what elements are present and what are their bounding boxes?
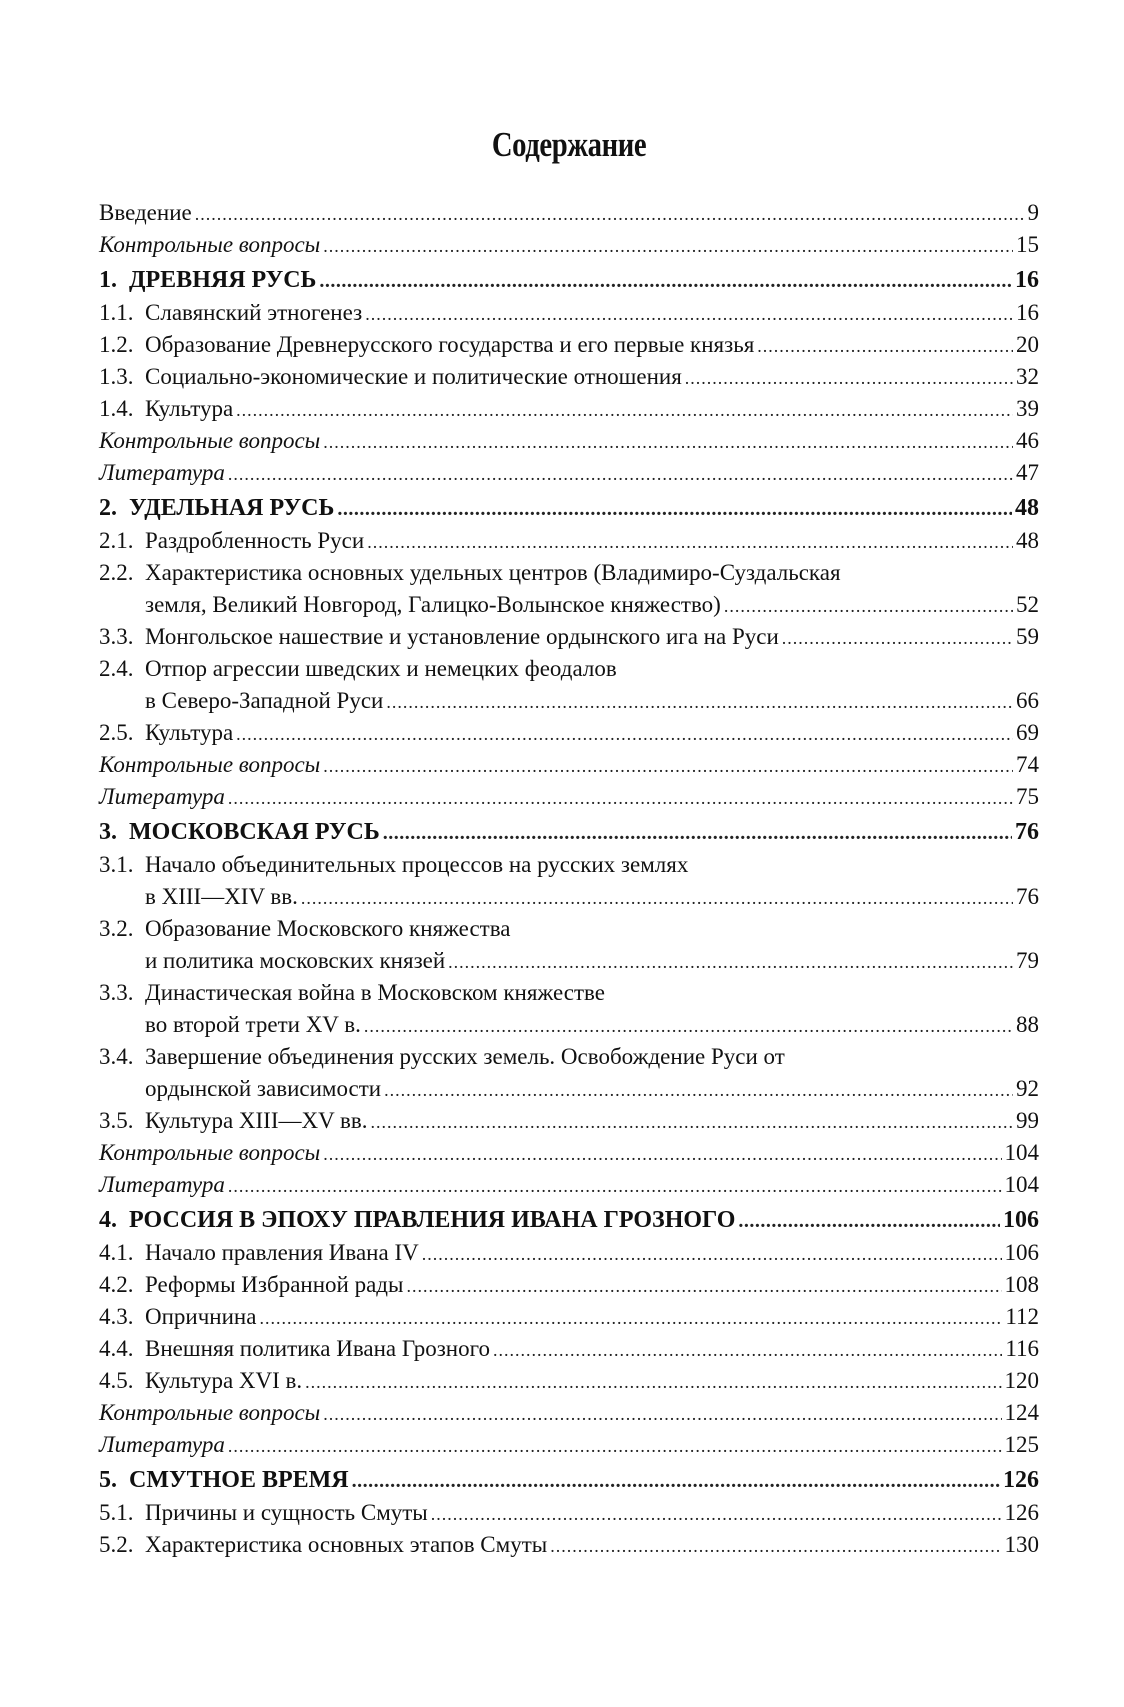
toc-page-number: 15: [1016, 232, 1039, 257]
toc-entry-text: Монгольское нашествие и установление ордынского ига на Руси: [145, 624, 779, 649]
dot-leader: [384, 1074, 1013, 1106]
toc-entry-label: [99, 977, 605, 1009]
toc-entry-number: 2.: [99, 495, 117, 521]
toc-entry: [99, 329, 1039, 361]
toc-entry-label: [99, 1301, 256, 1333]
toc-chapter: [99, 1203, 1039, 1237]
dot-leader: [782, 622, 1013, 654]
toc-entry-text: Культура: [145, 720, 234, 745]
toc-entry-continuation: [99, 685, 1039, 717]
toc-page-number: 48: [1016, 528, 1039, 553]
toc-entry-text: Реформы Избранной рады: [145, 1272, 404, 1297]
toc-entry: [99, 1105, 1039, 1137]
dot-leader: [195, 198, 1025, 230]
toc-entry-label: [99, 1237, 419, 1269]
toc-entry-label: [99, 717, 233, 749]
dot-leader: [228, 1430, 1002, 1462]
toc-entry-label: [99, 653, 617, 685]
toc-page-number: 75: [1016, 784, 1039, 809]
toc-entry-text: Литература: [99, 1172, 225, 1197]
toc-entry-text: Династическая война в Московском княжестве: [145, 980, 605, 1005]
dot-leader: [422, 1238, 1002, 1270]
toc-page-number: 108: [1004, 1272, 1039, 1297]
toc-entry-text: СМУТНОЕ ВРЕМЯ: [129, 1467, 349, 1493]
toc-entry-text: Контрольные вопросы: [99, 1400, 321, 1425]
toc-entry-label: [99, 1203, 735, 1237]
toc-entry-text: Образование Древнерусского государства и его первые князья: [145, 332, 755, 357]
toc-page-number: 106: [1004, 1240, 1039, 1265]
toc-entry-number: 1.3.: [99, 364, 134, 389]
toc-page-number: 126: [1003, 1467, 1039, 1493]
dot-leader: [301, 882, 1013, 914]
toc-entry-label: [99, 1397, 320, 1429]
toc-entry-continuation: [99, 1009, 1039, 1041]
toc-entry: [99, 781, 1039, 813]
toc-entry-label: [99, 197, 192, 229]
toc-entry-text: ордынской зависимости: [145, 1076, 382, 1101]
dot-leader: [550, 1530, 1001, 1562]
toc-entry-text: Начало правления Ивана IV: [145, 1240, 419, 1265]
toc-entry-number: 3.3.: [99, 624, 134, 649]
toc-entry-text: Контрольные вопросы: [99, 752, 321, 777]
toc-page-number: 52: [1016, 592, 1039, 617]
toc-entry-label: [99, 815, 380, 849]
toc-entry: [99, 717, 1039, 749]
toc-page-number: 16: [1015, 267, 1039, 293]
toc-page-number: 104: [1004, 1172, 1039, 1197]
toc-entry: [99, 1333, 1039, 1365]
toc-entry-continuation: [99, 589, 1039, 621]
toc-entry-label: [99, 945, 445, 977]
toc-entry-number: 5.: [99, 1467, 117, 1493]
toc-entry-label: [99, 525, 364, 557]
toc-entry-text: Славянский этногенез: [145, 300, 363, 325]
toc-entry-number: 2.1.: [99, 528, 134, 553]
dot-leader: [323, 426, 1013, 458]
toc-entry-label: [99, 1269, 403, 1301]
toc-entry-number: 5.2.: [99, 1532, 134, 1557]
toc-entry-text: Контрольные вопросы: [99, 428, 321, 453]
toc-entry-number: 4.4.: [99, 1336, 134, 1361]
dot-leader: [228, 782, 1013, 814]
dot-leader: [236, 718, 1013, 750]
toc-entry-label: [99, 1009, 361, 1041]
toc-entry: [99, 393, 1039, 425]
toc-entry-text: Причины и сущность Смуты: [145, 1500, 428, 1525]
toc-entry: [99, 1169, 1039, 1201]
toc-entry-label: [99, 1463, 349, 1497]
toc-entry-label: [99, 1137, 320, 1169]
dot-leader: [364, 1010, 1013, 1042]
toc-chapter: [99, 1463, 1039, 1497]
toc-entry-number: 4.: [99, 1207, 117, 1233]
toc-entry-text: Культура XVI в.: [145, 1368, 303, 1393]
dot-leader: [236, 394, 1013, 426]
toc-entry: [99, 525, 1039, 557]
dot-leader: [383, 816, 1012, 850]
toc-entry: [99, 1301, 1039, 1333]
dot-leader: [305, 1366, 1001, 1398]
toc-page-number: 48: [1015, 495, 1039, 521]
toc-entry-label: [99, 1497, 428, 1529]
toc-entry: [99, 1237, 1039, 1269]
toc-page-number: 79: [1016, 948, 1039, 973]
toc-entry-label: [99, 263, 316, 297]
toc-entry-label: [99, 329, 754, 361]
toc-entry-number: 4.1.: [99, 1240, 134, 1265]
toc-entry-label: [99, 457, 225, 489]
toc-entry-number: 1.: [99, 267, 117, 293]
dot-leader: [319, 264, 1012, 298]
toc-entry-text: Литература: [99, 460, 225, 485]
toc-page-number: 126: [1004, 1500, 1039, 1525]
dot-leader: [493, 1334, 1002, 1366]
toc-entry-label: [99, 557, 841, 589]
toc-entry-label: [99, 749, 320, 781]
dot-leader: [352, 1464, 1000, 1498]
toc-entry-label: [99, 849, 688, 881]
dot-leader: [323, 230, 1013, 262]
toc-entry-text: Культура XIII—XV вв.: [145, 1108, 368, 1133]
toc-entry: [99, 1397, 1039, 1429]
toc-entry-text: во второй трети XV в.: [145, 1012, 361, 1037]
dot-leader: [448, 946, 1013, 978]
toc-page-number: 74: [1016, 752, 1039, 777]
toc-page-number: 69: [1016, 720, 1039, 745]
toc-entry-number: 2.5.: [99, 720, 134, 745]
toc-entry-label: [99, 425, 320, 457]
toc-entry-text: и политика московских князей: [145, 948, 446, 973]
dot-leader: [386, 686, 1013, 718]
toc-page-number: 92: [1016, 1076, 1039, 1101]
toc-entry-text: Отпор агрессии шведских и немецких феодалов: [145, 656, 617, 681]
toc-entry-label: [99, 1333, 490, 1365]
toc-entry-text: Начало объединительных процессов на русских землях: [145, 852, 689, 877]
toc-entry-text: Введение: [99, 200, 192, 225]
toc-entry-label: [99, 1529, 547, 1561]
toc-chapter: [99, 815, 1039, 849]
toc-entry-text: Завершение объединения русских земель. Освобождение Руси от: [145, 1044, 785, 1069]
toc-entry-text: Раздробленность Руси: [145, 528, 365, 553]
toc-entry-continuation: [99, 1073, 1039, 1105]
toc-entry-label: [99, 1105, 368, 1137]
toc-page-number: 20: [1016, 332, 1039, 357]
toc-entry: [99, 297, 1039, 329]
toc-page-number: 46: [1016, 428, 1039, 453]
toc-entry-label: [99, 685, 383, 717]
toc-entry-number: 1.1.: [99, 300, 134, 325]
toc-entry: [99, 361, 1039, 393]
toc-entry: [99, 197, 1039, 229]
toc-entry-number: 1.4.: [99, 396, 134, 421]
dot-leader: [365, 298, 1013, 330]
dot-leader: [757, 330, 1013, 362]
toc-page-number: 130: [1004, 1532, 1039, 1557]
dot-leader: [337, 492, 1012, 526]
dot-leader: [367, 526, 1013, 558]
toc-entry-label: [99, 589, 721, 621]
toc-chapter: [99, 491, 1039, 525]
toc-entry-continuation: [99, 881, 1039, 913]
toc-entry: [99, 557, 1039, 589]
toc-page-number: 47: [1016, 460, 1039, 485]
toc-page-number: 99: [1016, 1108, 1039, 1133]
toc-entry-text: Характеристика основных этапов Смуты: [145, 1532, 548, 1557]
toc-entry-label: [99, 1073, 381, 1105]
dot-leader: [323, 750, 1013, 782]
dot-leader: [228, 1170, 1002, 1202]
toc-entry: [99, 1429, 1039, 1461]
toc-entry-label: [99, 881, 298, 913]
toc-entry-text: Социально-экономические и политические отношения: [145, 364, 682, 389]
dot-leader: [406, 1270, 1001, 1302]
dot-leader: [323, 1138, 1001, 1170]
toc-entry-number: 3.: [99, 819, 117, 845]
toc-entry-label: [99, 913, 510, 945]
dot-leader: [371, 1106, 1013, 1138]
toc-page-number: 120: [1004, 1368, 1039, 1393]
toc-entry-text: Внешняя политика Ивана Грозного: [145, 1336, 490, 1361]
dot-leader: [259, 1302, 1002, 1334]
toc-entry-text: Контрольные вопросы: [99, 1140, 321, 1165]
toc-page-number: 59: [1016, 624, 1039, 649]
toc-entry-label: [99, 1041, 785, 1073]
toc-entry-number: 4.5.: [99, 1368, 134, 1393]
toc-entry-text: в Северо-Западной Руси: [145, 688, 384, 713]
toc-entry: [99, 1269, 1039, 1301]
dot-leader: [228, 458, 1013, 490]
toc-page-number: 39: [1016, 396, 1039, 421]
dot-leader: [724, 590, 1013, 622]
toc-entry-text: МОСКОВСКАЯ РУСЬ: [129, 819, 380, 845]
toc-entry-text: Литература: [99, 1432, 225, 1457]
toc-page-number: 124: [1004, 1400, 1039, 1425]
toc-entry-number: 3.5.: [99, 1108, 134, 1133]
toc-page-number: 76: [1015, 819, 1039, 845]
toc-page-number: 9: [1027, 200, 1039, 225]
dot-leader: [738, 1204, 1000, 1238]
toc-page-number: 88: [1016, 1012, 1039, 1037]
toc-entry-text: ДРЕВНЯЯ РУСЬ: [129, 267, 317, 293]
toc-entry-text: в XIII—XIV вв.: [145, 884, 298, 909]
toc-page-number: 116: [1005, 1336, 1039, 1361]
toc-entry: [99, 1137, 1039, 1169]
toc-entry: [99, 1041, 1039, 1073]
toc-entry-label: [99, 781, 225, 813]
toc-page-number: 104: [1004, 1140, 1039, 1165]
toc-entry: [99, 913, 1039, 945]
toc-entry-number: 5.1.: [99, 1500, 134, 1525]
toc-entry-label: [99, 393, 233, 425]
toc-page-number: 125: [1004, 1432, 1039, 1457]
toc-entry-number: 1.2.: [99, 332, 134, 357]
toc-entry-text: Опричнина: [145, 1304, 257, 1329]
toc-entry-label: [99, 297, 362, 329]
toc-entry-text: Контрольные вопросы: [99, 232, 321, 257]
toc-page-number: 106: [1003, 1207, 1039, 1233]
toc-entry-text: земля, Великий Новгород, Галицко-Волынское княжество): [145, 592, 721, 617]
toc-page-number: 76: [1016, 884, 1039, 909]
toc-entry-number: 3.3.: [99, 980, 134, 1005]
toc-entry-text: РОССИЯ В ЭПОХУ ПРАВЛЕНИЯ ИВАНА ГРОЗНОГО: [129, 1207, 736, 1233]
toc-entry-label: [99, 229, 320, 261]
toc-entry-number: 3.4.: [99, 1044, 134, 1069]
toc-entry-text: УДЕЛЬНАЯ РУСЬ: [129, 495, 335, 521]
toc-page-number: 32: [1016, 364, 1039, 389]
toc-entry-label: [99, 361, 682, 393]
toc-entry: [99, 229, 1039, 261]
toc-page-number: 112: [1005, 1304, 1039, 1329]
toc-page-number: 16: [1016, 300, 1039, 325]
dot-leader: [685, 362, 1013, 394]
toc-entry: [99, 1529, 1039, 1561]
toc-entry-label: [99, 1429, 225, 1461]
toc-entry-label: [99, 491, 334, 525]
toc-entry-number: 4.3.: [99, 1304, 134, 1329]
dot-leader: [323, 1398, 1001, 1430]
toc-entry: [99, 653, 1039, 685]
toc-entry-label: [99, 1365, 302, 1397]
toc-entry-number: 4.2.: [99, 1272, 134, 1297]
toc-entry-text: Культура: [145, 396, 234, 421]
toc-entry: [99, 425, 1039, 457]
toc-entry-number: 3.1.: [99, 852, 134, 877]
dot-leader: [431, 1498, 1002, 1530]
toc-entry-number: 3.2.: [99, 916, 134, 941]
toc-entry: [99, 621, 1039, 653]
toc-entry: [99, 1497, 1039, 1529]
toc-entry: [99, 977, 1039, 1009]
toc-entry: [99, 457, 1039, 489]
toc-entry-number: 2.2.: [99, 560, 134, 585]
toc-entry-text: Характеристика основных удельных центров (Владимиро-Суздальская: [145, 560, 841, 585]
table-of-contents: [99, 197, 1039, 1561]
toc-entry: [99, 1365, 1039, 1397]
toc-entry: [99, 749, 1039, 781]
page-title: Содержание: [491, 125, 647, 164]
toc-entry: [99, 849, 1039, 881]
toc-entry-label: [99, 1169, 225, 1201]
toc-entry-text: Литература: [99, 784, 225, 809]
toc-entry-label: [99, 621, 779, 653]
toc-entry-number: 2.4.: [99, 656, 134, 681]
toc-page-number: 66: [1016, 688, 1039, 713]
toc-entry-continuation: [99, 945, 1039, 977]
toc-chapter: [99, 263, 1039, 297]
toc-entry-text: Образование Московского княжества: [145, 916, 511, 941]
